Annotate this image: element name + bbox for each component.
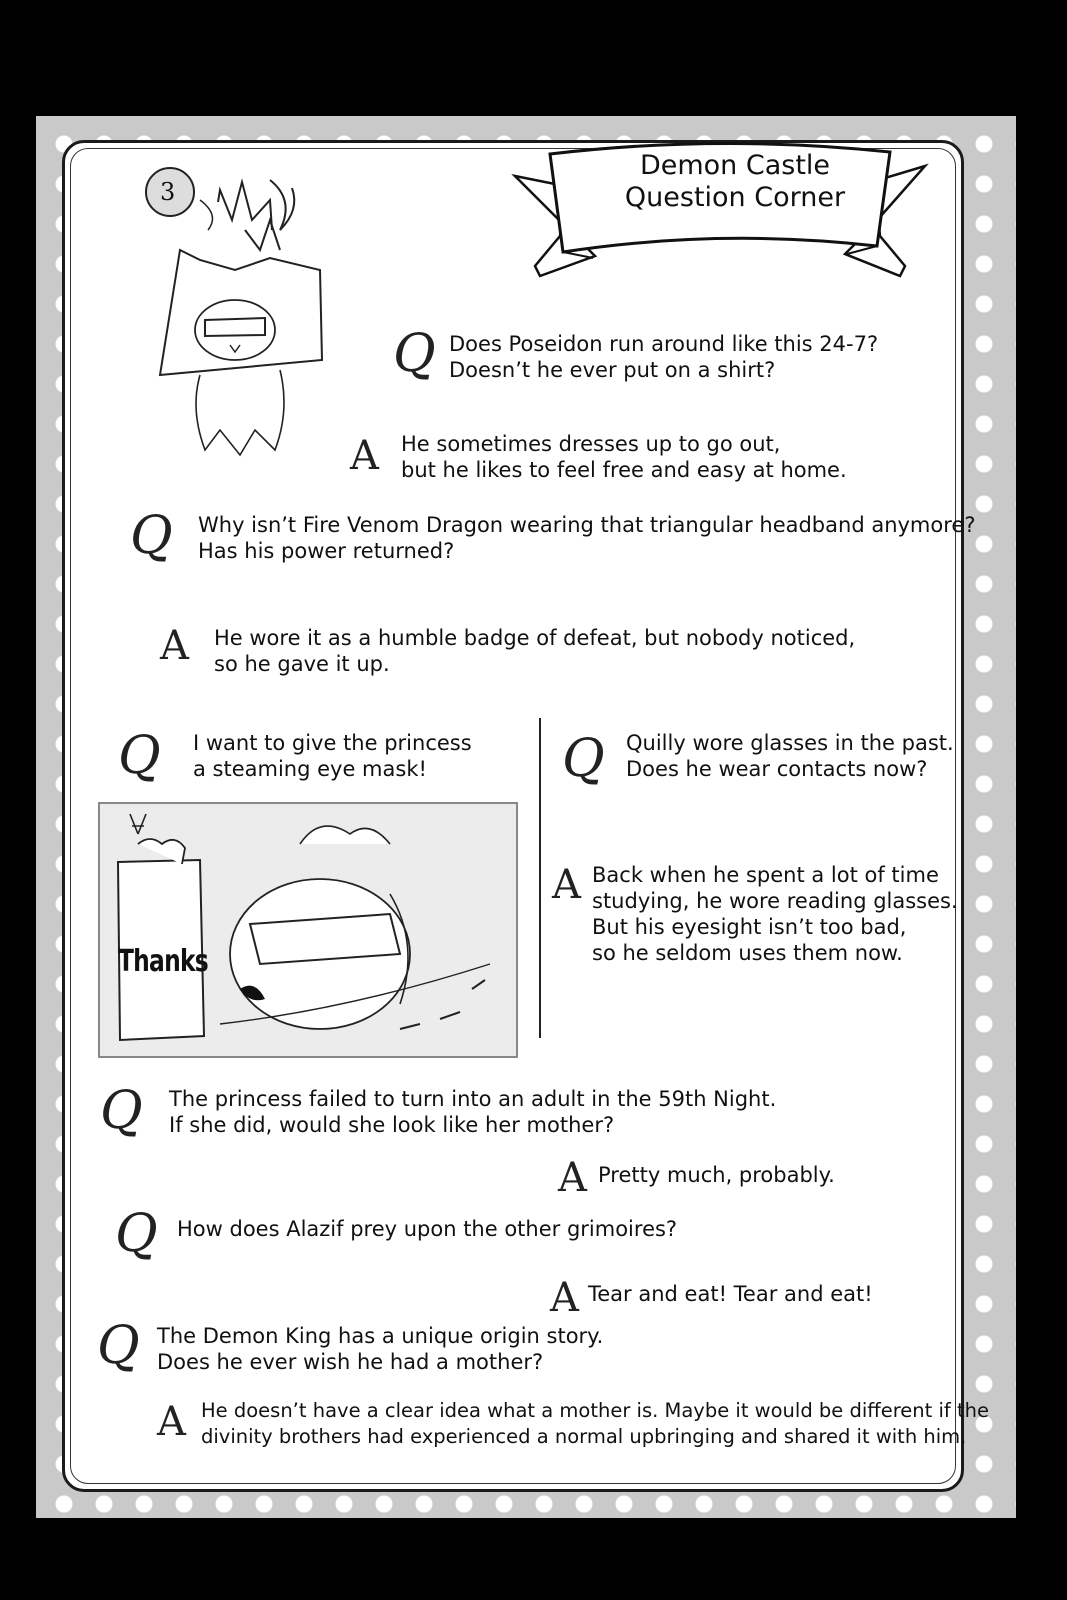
q-mark-5: Q [100, 1081, 143, 1141]
a4-line-2: studying, he wore reading glasses. [592, 889, 958, 913]
a6-line-1: Tear and eat! Tear and eat! [588, 1282, 873, 1306]
q6-text [177, 1216, 677, 1242]
a5-line-1: Pretty much, probably. [598, 1163, 835, 1187]
q-mark-3: Q [118, 726, 161, 786]
chapter-badge: 3 [160, 178, 176, 206]
a7-text [201, 1398, 989, 1450]
a1-line-2: but he likes to feel free and easy at home. [401, 458, 847, 482]
q-mark-2: Q [130, 506, 173, 566]
a7-line-2: divinity brothers had experienced a normal upbringing and shared it with him. [201, 1425, 967, 1448]
q3-line-1: I want to give the princess [193, 731, 472, 755]
a6-text [588, 1281, 873, 1307]
q3-text [193, 730, 472, 782]
a4-line-1: Back when he spent a lot of time [592, 863, 939, 887]
q2-text [198, 512, 975, 564]
a5-text [598, 1162, 835, 1188]
a2-text [214, 625, 855, 677]
q-mark-4: Q [562, 729, 605, 789]
q6-line-1: How does Alazif prey upon the other grimoires? [177, 1217, 678, 1241]
page-title [570, 150, 900, 214]
a2-line-1: He wore it as a humble badge of defeat, but nobody noticed, [214, 626, 856, 650]
princess-eye-mask-sketch [100, 804, 518, 1058]
q2-line-2: Has his power returned? [198, 539, 455, 563]
a1-line-1: He sometimes dresses up to go out, [401, 432, 781, 456]
a-mark-5: A [558, 1155, 587, 1201]
a-mark-4: A [552, 862, 581, 908]
q3-line-2: a steaming eye mask! [193, 757, 427, 781]
q-mark-7: Q [97, 1316, 140, 1376]
a-mark-2: A [160, 623, 189, 669]
princess-sketch-panel [98, 802, 518, 1058]
q4-line-2: Does he wear contacts now? [626, 757, 928, 781]
q-mark-1: Q [393, 324, 436, 384]
thanks-sign: Thanks [118, 944, 208, 979]
q2-line-1: Why isn’t Fire Venom Dragon wearing that triangular headband anymore? [198, 513, 976, 537]
a1-text [401, 431, 847, 483]
q5-text [169, 1086, 776, 1138]
q1-text [449, 331, 878, 383]
title-line-1: Demon Castle [639, 150, 831, 181]
a-mark-6: A [550, 1275, 579, 1321]
title-line-2: Question Corner [624, 182, 846, 213]
q7-line-1: The Demon King has a unique origin story. [157, 1324, 604, 1348]
q7-text [157, 1323, 603, 1375]
q5-line-2: If she did, would she look like her mother? [169, 1113, 615, 1137]
a4-line-3: But his eyesight isn’t too bad, [592, 915, 907, 939]
poseidon-sketch [130, 160, 380, 470]
a-mark-1: A [350, 433, 379, 479]
a4-text [592, 862, 958, 966]
a4-line-4: so he seldom uses them now. [592, 941, 903, 965]
column-divider [539, 718, 541, 1038]
q-mark-6: Q [115, 1204, 158, 1264]
q5-line-1: The princess failed to turn into an adult in the 59th Night. [169, 1087, 777, 1111]
a2-line-2: so he gave it up. [214, 652, 390, 676]
q4-line-1: Quilly wore glasses in the past. [626, 731, 954, 755]
q4-text [626, 730, 954, 782]
q1-line-1: Does Poseidon run around like this 24-7? [449, 332, 879, 356]
q7-line-2: Does he ever wish he had a mother? [157, 1350, 544, 1374]
a7-line-1: He doesn’t have a clear idea what a mother is. Maybe it would be different if the [201, 1399, 989, 1422]
a-mark-7: A [157, 1399, 186, 1445]
q1-line-2: Doesn’t he ever put on a shirt? [449, 358, 776, 382]
